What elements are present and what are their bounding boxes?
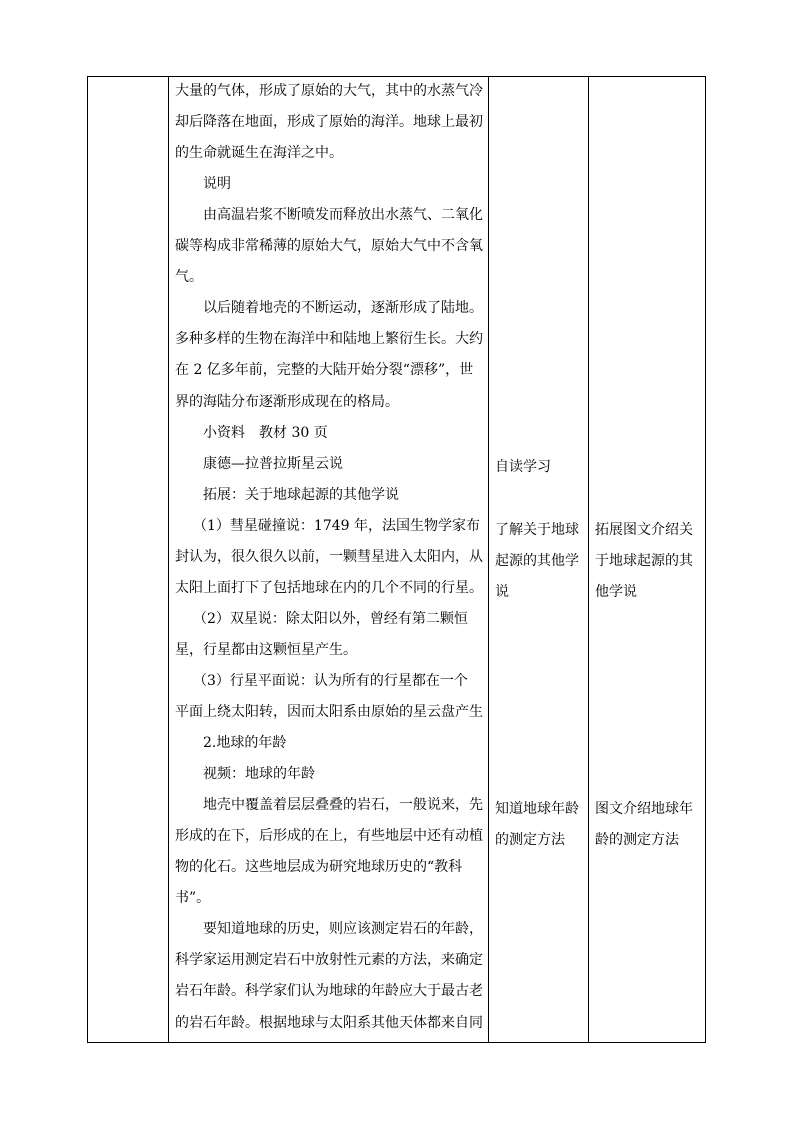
content-line: 康德—拉普拉斯星云说 xyxy=(203,455,343,472)
content-line: 形成的在下，后形成的在上，有些地层中还有动植 xyxy=(175,828,483,845)
content-line: 大量的气体，形成了原始的大气，其中的水蒸气冷 xyxy=(175,83,483,99)
self-study-text: 自读学习 xyxy=(495,459,551,475)
content-line: 碳等构成非常稀薄的原始大气，原始大气中不含氧 xyxy=(175,238,483,255)
design-intent-line: 龄的测定方法 xyxy=(595,832,679,848)
student-activity-line: 起源的其他学 xyxy=(495,553,579,569)
content-line: （1）彗星碰撞说：1749 年，法国生物学家布 xyxy=(193,517,480,534)
content-line: 封认为，很久很久以前，一颗彗星进入太阳内，从 xyxy=(175,548,483,565)
content-line: 平面上绕太阳转，因而太阳系由原始的星云盘产生 xyxy=(175,704,483,720)
content-line: 太阳上面打下了包括地球在内的几个不同的行星。 xyxy=(175,579,483,596)
content-line: 物的化石。这些地层成为研究地球历史的“教科 xyxy=(175,859,463,876)
content-line: 拓展：关于地球起源的其他学说 xyxy=(203,486,399,503)
design-intent-line: 于地球起源的其 xyxy=(595,553,693,569)
content-line: （3）行星平面说：认为所有的行星都在一个 xyxy=(193,672,468,689)
content-line: 界的海陆分布逐渐形成现在的格局。 xyxy=(175,393,399,410)
content-line: 2.地球的年龄 xyxy=(203,735,287,752)
content-line: 以后随着地壳的不断运动，逐渐形成了陆地。 xyxy=(203,300,483,317)
design-intent-line: 图文介绍地球年 xyxy=(595,801,693,817)
content-line: 岩石年龄。科学家们认为地球的年龄应大于最古老 xyxy=(175,983,483,1000)
content-line: 却后降落在地面，形成了原始的海洋。地球上最初 xyxy=(175,114,483,131)
content-line: 在 2 亿多年前，完整的大陆开始分裂“漂移”，世 xyxy=(175,362,474,379)
design-intent-line: 拓展图文介绍关 xyxy=(595,522,693,538)
content-line: 由高温岩浆不断喷发而释放出水蒸气、二氧化 xyxy=(203,207,483,224)
lesson-table xyxy=(87,76,706,1043)
column-divider xyxy=(588,77,589,1042)
content-line: 地壳中覆盖着层层叠叠的岩石，一般说来，先 xyxy=(203,797,483,814)
design-intent-line: 他学说 xyxy=(595,584,637,600)
content-line: 要知道地球的历史，则应该测定岩石的年龄， xyxy=(203,921,483,938)
student-activity-line: 的测定方法 xyxy=(495,832,565,848)
content-line: 星，行星都由这颗恒星产生。 xyxy=(175,641,357,658)
content-line: 视频：地球的年龄 xyxy=(203,766,315,783)
content-line: 书”。 xyxy=(175,890,211,907)
content-line: 说明 xyxy=(203,176,231,193)
student-activity-line: 知道地球年龄 xyxy=(495,801,579,817)
content-line: 气。 xyxy=(175,269,203,286)
student-activity-line: 了解关于地球 xyxy=(495,522,579,538)
content-line: （2）双星说：除太阳以外，曾经有第二颗恒 xyxy=(193,610,468,627)
content-line: 的生命就诞生在海洋之中。 xyxy=(175,145,343,162)
column-divider xyxy=(488,77,489,1042)
content-line: 的岩石年龄。根据地球与太阳系其他天体都来自同 xyxy=(175,1014,483,1031)
content-line: 小资料 教材 30 页 xyxy=(203,424,328,441)
content-line: 多种多样的生物在海洋中和陆地上繁衍生长。大约 xyxy=(175,331,483,348)
content-line: 科学家运用测定岩石中放射性元素的方法，来确定 xyxy=(175,952,483,969)
student-activity-line: 说 xyxy=(495,584,509,600)
column-divider xyxy=(168,77,169,1042)
